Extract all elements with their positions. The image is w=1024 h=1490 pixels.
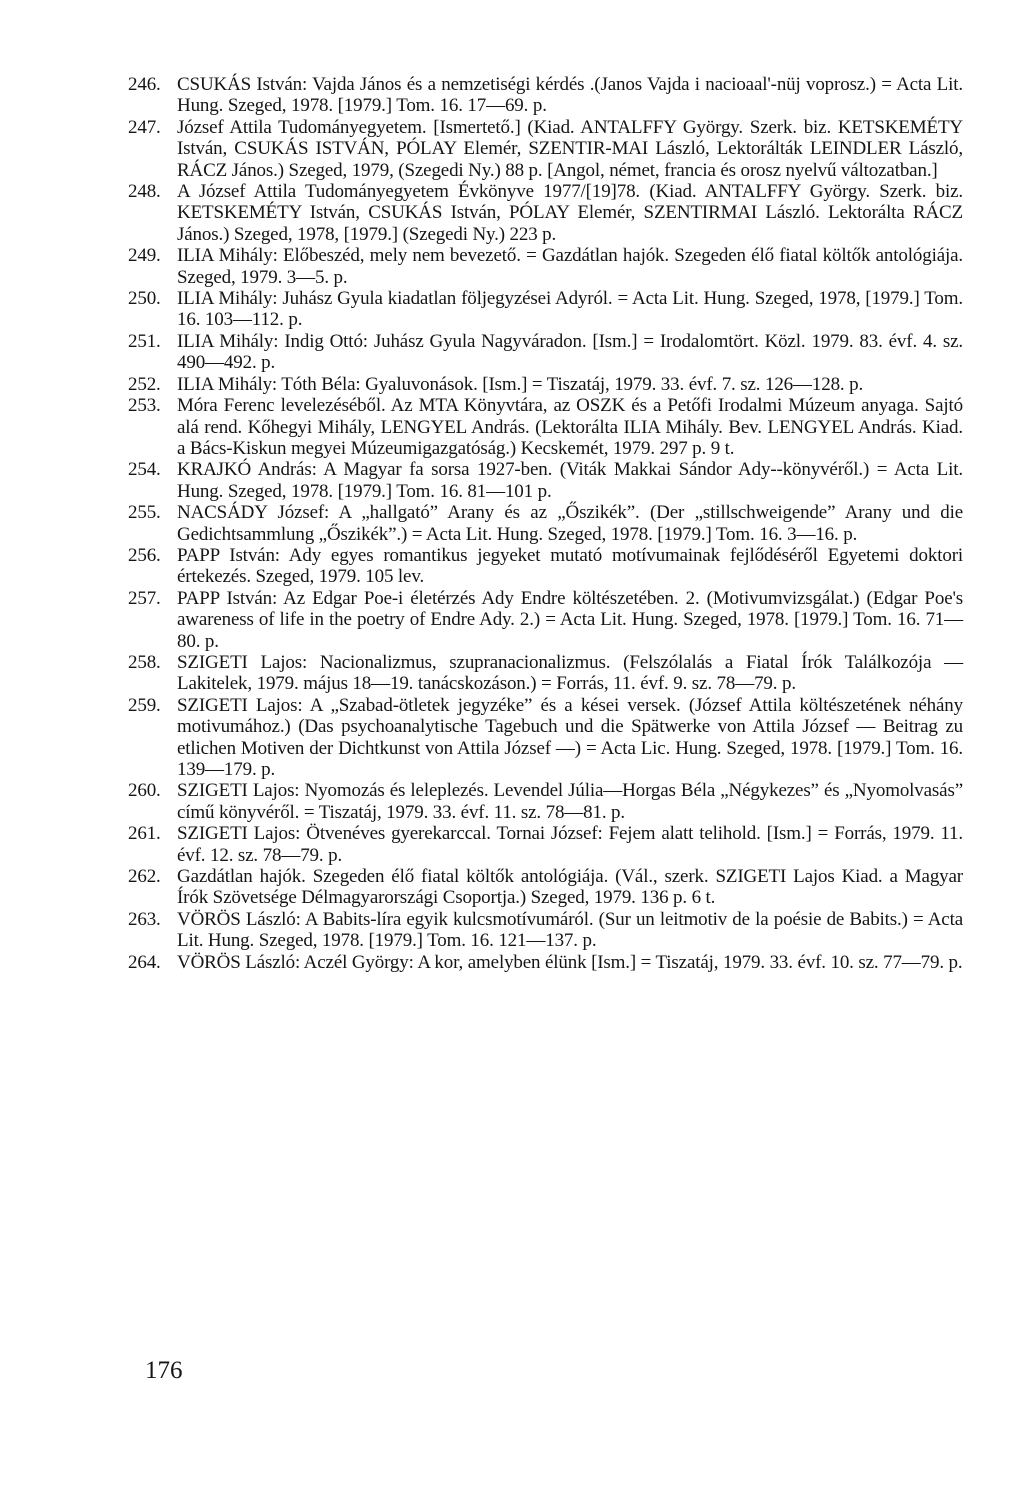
entry-number: 247. — [128, 116, 161, 138]
entry-text: Móra Ferenc levelezéséből. Az MTA Könyvtára, az OSZK és a Petőfi Irodalmi Múzeum anyaga. Sajtó alá rend. Kőhegyi Mihály, LENGYEL András. (Lektorálta ILIA Mihály. Bev. LENGYEL András. Kiad. a Bács-Kiskun megyei Múzeumigazgatóság.) Kecskemét, 1979. 297 p. 9 t. — [177, 395, 963, 459]
entry-number: 259. — [128, 694, 161, 716]
bibliography-entry — [128, 652, 963, 695]
bibliography-entry — [128, 823, 963, 866]
entry-number: 255. — [128, 502, 161, 524]
entry-text: KRAJKÓ András: A Magyar fa sorsa 1927-ben. (Viták Makkai Sándor Ady--könyvéről.) = Acta Lit. Hung. Szeged, 1978. [1979.] Tom. 16. 81—101 p. — [177, 459, 963, 502]
bibliography-entry — [128, 459, 963, 502]
bibliography-entry — [128, 909, 963, 952]
bibliography-entry — [128, 866, 963, 909]
entry-text: ILIA Mihály: Tóth Béla: Gyaluvonások. [Ism.] = Tiszatáj, 1979. 33. évf. 7. sz. 126—128. p. — [177, 373, 864, 395]
bibliography-entry — [128, 545, 963, 588]
bibliography-entry — [128, 395, 963, 459]
entry-text: József Attila Tudományegyetem. [Ismertető.] (Kiad. ANTALFFY György. Szerk. biz. KETSKEMÉTY István, CSUKÁS ISTVÁN, PÓLAY Elemér, SZENTIR-MAI László, Lektorálták LEINDLER László, RÁCZ János.) Szeged, 1979, (Szegedi Ny.) 88 p. [Angol, német, francia és orosz nyelvű változatban.] — [177, 116, 963, 181]
bibliography-entry — [128, 952, 963, 973]
bibliography-entry — [128, 780, 963, 823]
entry-number: 264. — [128, 951, 161, 973]
entry-number: 251. — [128, 330, 161, 352]
entry-number: 252. — [128, 373, 161, 395]
bibliography-list — [128, 74, 963, 973]
entry-number: 253. — [128, 395, 161, 417]
bibliography-entry — [128, 331, 963, 374]
page-number: 176 — [145, 1357, 183, 1384]
entry-text: Gazdátlan hajók. Szegeden élő fiatal költők antológiája. (Vál., szerk. SZIGETI Lajos Kiad. a Magyar Írók Szövetsége Délmagyarországi Csoportja.) Szeged, 1979. 136 p. 6 t. — [177, 866, 963, 909]
entry-text: VÖRÖS László: A Babits-líra egyik kulcsmotívumáról. (Sur un leitmotiv de la poésie de Babits.) = Acta Lit. Hung. Szeged, 1978. [1979.] Tom. 16. 121—137. p. — [177, 908, 963, 952]
entry-text: PAPP István: Az Edgar Poe-i életérzés Ady Endre költészetében. 2. (Motivumvizsgálat.) (Edgar Poe's awareness of life in the poetry of Endre Ady. 2.) = Acta Lit. Hung. Szeged, 1978. [1979.] Tom. 16. 71—80. p. — [177, 587, 963, 652]
entry-text: SZIGETI Lajos: Nacionalizmus, szupranacionalizmus. (Felszólalás a Fiatal Írók Találkozója — Lakitelek, 1979. május 18—19. tanácskozáson.) = Forrás, 11. évf. 9. sz. 78—79. p. — [177, 651, 963, 695]
bibliography-entry — [128, 74, 963, 117]
entry-number: 260. — [128, 780, 161, 802]
entry-text: A József Attila Tudományegyetem Évkönyve 1977/[19]78. (Kiad. ANTALFFY György. Szerk. biz. KETSKEMÉTY István, CSUKÁS István, PÓLAY Elemér, SZENTIRMAI László. Lektorálta RÁCZ János.) Szeged, 1978, [1979.] (Szegedi Ny.) 223 p. — [177, 181, 963, 245]
bibliography-entry — [128, 374, 963, 395]
bibliography-entry — [128, 288, 963, 331]
entry-number: 257. — [128, 587, 161, 609]
entry-text: ILIA Mihály: Indig Ottó: Juhász Gyula Nagyváradon. [Ism.] = Irodalomtört. Közl. 1979. 83. évf. 4. sz. 490—492. p. — [177, 330, 963, 374]
bibliography-entry — [128, 245, 963, 288]
entry-number: 248. — [128, 181, 161, 203]
entry-number: 254. — [128, 459, 161, 481]
entry-number: 262. — [128, 866, 161, 888]
entry-text: PAPP István: Ady egyes romantikus jegyeket mutató motívumainak fejlődéséről Egyetemi doktori értekezés. Szeged, 1979. 105 lev. — [177, 544, 963, 588]
bibliography-entry — [128, 695, 963, 781]
entry-number: 249. — [128, 245, 161, 267]
entry-text: ILIA Mihály: Előbeszéd, mely nem bevezető. = Gazdátlan hajók. Szegeden élő fiatal költők antológiája. Szeged, 1979. 3—5. p. — [177, 245, 963, 288]
bibliography-entry — [128, 181, 963, 245]
entry-number: 261. — [128, 823, 161, 845]
entry-number: 250. — [128, 288, 161, 310]
entry-text: CSUKÁS István: Vajda János és a nemzetiségi kérdés .(Janos Vajda i nacioaal'-nüj voprosz.) = Acta Lit. Hung. Szeged, 1978. [1979.] Tom. 16. 17—69. p. — [177, 74, 963, 117]
entry-text: SZIGETI Lajos: Nyomozás és leleplezés. Levendel Júlia—Horgas Béla „Négykezes” és „Nyomolvasás” című könyvéről. = Tiszatáj, 1979. 33. évf. 11. sz. 78—81. p. — [177, 780, 963, 823]
entry-text: NACSÁDY József: A „hallgató” Arany és az „Őszikék”. (Der „stillschweigende” Arany und die Gedichtsammlung „Őszikék”.) = Acta Lit. Hung. Szeged, 1978. [1979.] Tom. 16. 3—16. p. — [177, 502, 963, 545]
bibliography-entry — [128, 588, 963, 652]
entry-text: VÖRÖS László: Aczél György: A kor, amelyben élünk [Ism.] = Tiszatáj, 1979. 33. évf. 10. sz. 77—79. p. — [177, 951, 963, 973]
entry-number: 263. — [128, 908, 161, 930]
bibliography-entry — [128, 502, 963, 545]
entry-text: ILIA Mihály: Juhász Gyula kiadatlan följegyzései Adyról. = Acta Lit. Hung. Szeged, 1978, [1979.] Tom. 16. 103—112. p. — [177, 288, 963, 331]
entry-number: 256. — [128, 544, 161, 566]
entry-number: 246. — [128, 74, 161, 95]
entry-text: SZIGETI Lajos: Ötvenéves gyerekarccal. Tornai József: Fejem alatt telihold. [Ism.] = Forrás, 1979. 11. évf. 12. sz. 78—79. p. — [177, 823, 963, 866]
entry-number: 258. — [128, 651, 161, 673]
entry-text: SZIGETI Lajos: A „Szabad-ötletek jegyzéke” és a kései versek. (József Attila költészetének néhány motivumához.) (Das psychoanalytische Tagebuch und die Spätwerke von Attila József — Beitrag zu etlichen Motiven der Dichtkunst von Attila József —) = Acta Lic. Hung. Szeged, 1978. [1979.] Tom. 16. 139—179. p. — [177, 694, 963, 780]
bibliography-entry — [128, 117, 963, 181]
